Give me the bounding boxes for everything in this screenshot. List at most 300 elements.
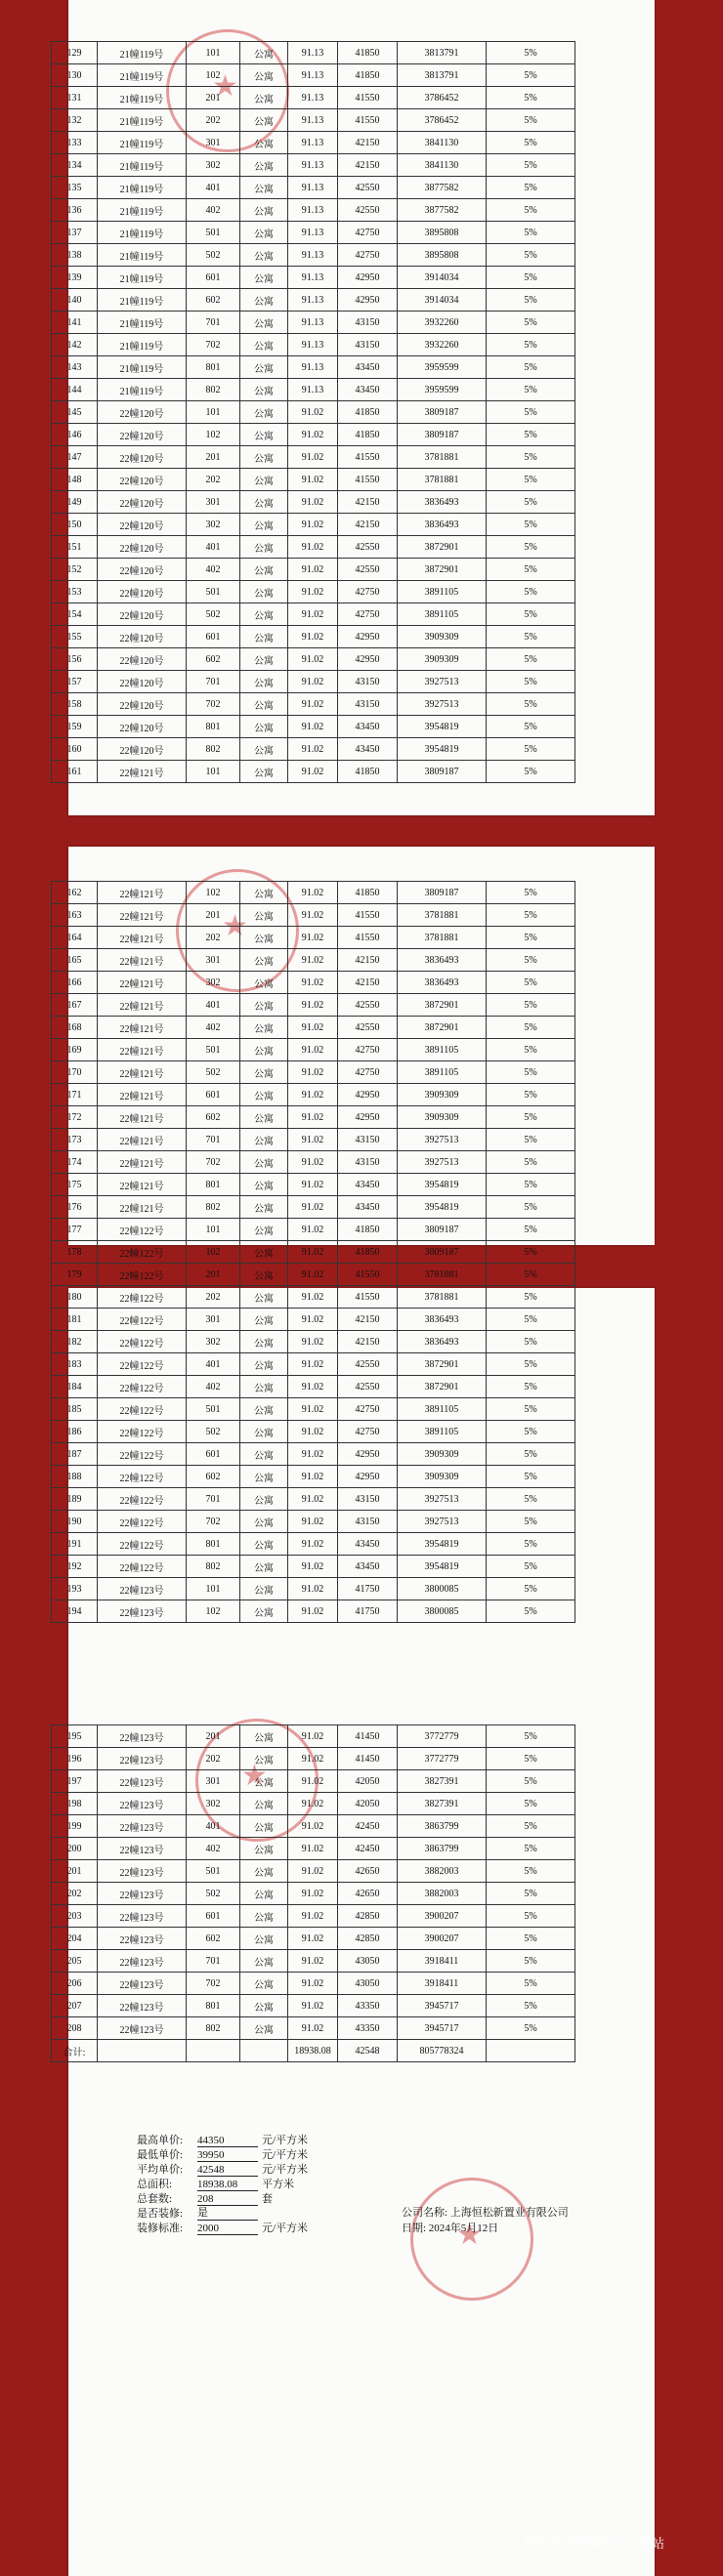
table-cell: 3872901 — [398, 1353, 487, 1376]
table-cell: 186 — [52, 1421, 98, 1443]
table-cell: 168 — [52, 1017, 98, 1039]
table-cell: 41850 — [338, 401, 398, 424]
table-cell: 43350 — [338, 2017, 398, 2040]
table-cell: 801 — [187, 1995, 240, 2017]
table-cell: 公寓 — [240, 1331, 288, 1353]
table-cell: 91.13 — [288, 356, 338, 379]
table-cell: 22幢123号 — [98, 1838, 187, 1860]
table-cell: 91.02 — [288, 514, 338, 536]
table-cell: 5% — [487, 1286, 575, 1309]
table-row — [52, 1398, 575, 1421]
table-cell: 159 — [52, 716, 98, 738]
table-cell: 91.13 — [288, 177, 338, 199]
table-row — [52, 904, 575, 927]
table-cell: 197 — [52, 1770, 98, 1793]
table-cell: 42650 — [338, 1883, 398, 1905]
table-cell: 136 — [52, 199, 98, 222]
table-cell: 91.02 — [288, 1309, 338, 1331]
table-cell: 3954819 — [398, 1196, 487, 1219]
table-cell: 22幢120号 — [98, 648, 187, 671]
table-cell: 91.02 — [288, 1106, 338, 1129]
table-cell: 91.02 — [288, 1286, 338, 1309]
table-cell: 91.02 — [288, 1353, 338, 1376]
table-cell: 173 — [52, 1129, 98, 1151]
table-cell: 3891105 — [398, 1061, 487, 1084]
table-cell: 22幢122号 — [98, 1286, 187, 1309]
table-cell: 22幢122号 — [98, 1219, 187, 1241]
table-cell: 202 — [187, 109, 240, 132]
table-cell: 42550 — [338, 1353, 398, 1376]
table-cell: 5% — [487, 1353, 575, 1376]
table-row — [52, 1905, 575, 1928]
table-cell: 22幢121号 — [98, 1084, 187, 1106]
table-cell: 3891105 — [398, 1039, 487, 1061]
table-cell: 91.02 — [288, 401, 338, 424]
table-cell: 21幢119号 — [98, 334, 187, 356]
table-cell: 41850 — [338, 42, 398, 64]
table-cell: 22幢121号 — [98, 972, 187, 994]
table-cell: 43450 — [338, 356, 398, 379]
table-cell: 公寓 — [240, 1039, 288, 1061]
decoration-standard-label: 装修标准: — [137, 2223, 184, 2234]
table-cell: 5% — [487, 882, 575, 904]
table-cell: 42150 — [338, 154, 398, 177]
table-row — [52, 1928, 575, 1950]
decoration-standard-unit: 元/平方米 — [262, 2223, 309, 2234]
table-cell: 402 — [187, 1838, 240, 1860]
table-cell: 402 — [187, 559, 240, 581]
table-cell: 401 — [187, 994, 240, 1017]
table-cell: 5% — [487, 356, 575, 379]
table-cell: 22幢120号 — [98, 446, 187, 469]
table-cell: 501 — [187, 1039, 240, 1061]
table-cell: 22幢120号 — [98, 671, 187, 693]
table-cell: 5% — [487, 1950, 575, 1973]
table-cell: 公寓 — [240, 491, 288, 514]
table-cell: 91.02 — [288, 1488, 338, 1511]
table-cell: 91.02 — [288, 1376, 338, 1398]
total-sets-label: 总套数: — [137, 2193, 173, 2205]
table-cell: 3909309 — [398, 648, 487, 671]
table-row — [52, 1556, 575, 1578]
total-area-label: 总面积: — [137, 2179, 173, 2190]
table-cell: 5% — [487, 1488, 575, 1511]
table-row — [52, 1151, 575, 1174]
table-cell: 201 — [187, 1725, 240, 1748]
table-cell: 91.02 — [288, 1196, 338, 1219]
table-cell: 91.02 — [288, 1264, 338, 1286]
table-cell: 139 — [52, 267, 98, 289]
table-cell: 149 — [52, 491, 98, 514]
table-cell: 42750 — [338, 603, 398, 626]
table-row — [52, 1533, 575, 1556]
table-cell: 公寓 — [240, 469, 288, 491]
table-cell: 42950 — [338, 289, 398, 312]
table-cell: 42950 — [338, 1106, 398, 1129]
table-cell: 3954819 — [398, 738, 487, 761]
table-row — [52, 469, 575, 491]
table-cell: 22幢122号 — [98, 1556, 187, 1578]
table-cell: 5% — [487, 1973, 575, 1995]
table-cell: 601 — [187, 1084, 240, 1106]
table-cell: 702 — [187, 334, 240, 356]
table-row — [52, 132, 575, 154]
table-cell: 合计: — [52, 2040, 98, 2062]
table-row — [52, 1196, 575, 1219]
table-row — [52, 334, 575, 356]
table-cell: 41850 — [338, 1219, 398, 1241]
max-price-row — [137, 2133, 308, 2147]
table-row — [52, 671, 575, 693]
table-row — [52, 1264, 575, 1286]
table-cell: 3891105 — [398, 1421, 487, 1443]
table-cell: 22幢121号 — [98, 882, 187, 904]
table-cell: 5% — [487, 109, 575, 132]
table-cell: 公寓 — [240, 42, 288, 64]
table-cell: 公寓 — [240, 1905, 288, 1928]
table-cell: 102 — [187, 424, 240, 446]
table-cell: 42950 — [338, 267, 398, 289]
table-cell: 3781881 — [398, 469, 487, 491]
table-cell: 187 — [52, 1443, 98, 1466]
table-cell: 43150 — [338, 312, 398, 334]
table-cell: 22幢121号 — [98, 1017, 187, 1039]
table-cell: 401 — [187, 1815, 240, 1838]
table-cell: 91.02 — [288, 761, 338, 783]
table-cell: 702 — [187, 1973, 240, 1995]
table-cell: 182 — [52, 1331, 98, 1353]
table-cell: 5% — [487, 972, 575, 994]
table-cell: 公寓 — [240, 87, 288, 109]
table-cell: 601 — [187, 1443, 240, 1466]
table-cell: 41550 — [338, 1264, 398, 1286]
table-cell: 702 — [187, 1151, 240, 1174]
table-cell: 41550 — [338, 87, 398, 109]
table-cell: 22幢123号 — [98, 1600, 187, 1623]
table-cell: 3872901 — [398, 536, 487, 559]
table-cell: 公寓 — [240, 1196, 288, 1219]
table-cell: 5% — [487, 424, 575, 446]
table-row — [52, 1770, 575, 1793]
table-cell: 3882003 — [398, 1860, 487, 1883]
table-cell: 91.02 — [288, 1793, 338, 1815]
table-cell: 22幢122号 — [98, 1443, 187, 1466]
table-cell: 21幢119号 — [98, 267, 187, 289]
table-cell: 3900207 — [398, 1928, 487, 1950]
table-cell: 301 — [187, 949, 240, 972]
table-row — [52, 514, 575, 536]
table-cell: 91.02 — [288, 536, 338, 559]
table-cell: 91.02 — [288, 1770, 338, 1793]
table-cell: 42550 — [338, 536, 398, 559]
table-row — [52, 1376, 575, 1398]
table-cell: 42950 — [338, 1466, 398, 1488]
table-cell: 5% — [487, 401, 575, 424]
total-area-value: 18938.08 — [197, 2179, 258, 2191]
table-cell: 301 — [187, 1770, 240, 1793]
table-cell: 145 — [52, 401, 98, 424]
table-cell: 5% — [487, 199, 575, 222]
table-cell: 198 — [52, 1793, 98, 1815]
table-row — [52, 109, 575, 132]
table-cell: 91.02 — [288, 1578, 338, 1600]
table-cell: 202 — [187, 469, 240, 491]
table-cell: 公寓 — [240, 927, 288, 949]
table-cell: 43150 — [338, 671, 398, 693]
table-cell: 154 — [52, 603, 98, 626]
table-cell: 43350 — [338, 1995, 398, 2017]
table-cell: 22幢122号 — [98, 1264, 187, 1286]
table-cell: 3909309 — [398, 626, 487, 648]
table-row — [52, 424, 575, 446]
table-cell: 5% — [487, 1331, 575, 1353]
table-cell: 91.13 — [288, 267, 338, 289]
table-cell: 802 — [187, 738, 240, 761]
table-cell: 3914034 — [398, 289, 487, 312]
table-cell: 3863799 — [398, 1815, 487, 1838]
table-cell: 133 — [52, 132, 98, 154]
table-cell: 3877582 — [398, 177, 487, 199]
table-cell: 43450 — [338, 1196, 398, 1219]
avg-price-label: 平均单价: — [137, 2164, 184, 2176]
table-cell: 91.02 — [288, 559, 338, 581]
table-cell: 5% — [487, 379, 575, 401]
table-cell: 公寓 — [240, 2017, 288, 2040]
table-cell: 21幢119号 — [98, 312, 187, 334]
table-cell: 22幢123号 — [98, 1860, 187, 1883]
table-cell: 91.02 — [288, 1748, 338, 1770]
table-cell: 205 — [52, 1950, 98, 1973]
table-cell: 21幢119号 — [98, 87, 187, 109]
table-cell: 208 — [52, 2017, 98, 2040]
table-cell: 公寓 — [240, 671, 288, 693]
table-row — [52, 693, 575, 716]
table-cell: 801 — [187, 356, 240, 379]
table-row — [52, 289, 575, 312]
table-cell: 153 — [52, 581, 98, 603]
table-cell: 701 — [187, 671, 240, 693]
table-cell: 43450 — [338, 738, 398, 761]
table-cell: 5% — [487, 1556, 575, 1578]
table-cell: 177 — [52, 1219, 98, 1241]
table-cell: 公寓 — [240, 1725, 288, 1748]
table-cell: 5% — [487, 334, 575, 356]
table-cell: 5% — [487, 469, 575, 491]
table-cell: 148 — [52, 469, 98, 491]
table-cell: 91.02 — [288, 738, 338, 761]
table-cell: 22幢120号 — [98, 581, 187, 603]
table-cell: 401 — [187, 536, 240, 559]
table-cell: 41550 — [338, 109, 398, 132]
table-cell: 3927513 — [398, 1151, 487, 1174]
table-cell: 201 — [187, 87, 240, 109]
table-cell: 3836493 — [398, 491, 487, 514]
table-cell: 22幢122号 — [98, 1309, 187, 1331]
table-cell: 5% — [487, 1017, 575, 1039]
table-row — [52, 177, 575, 199]
table-cell: 5% — [487, 1421, 575, 1443]
table-cell: 91.02 — [288, 1129, 338, 1151]
table-row — [52, 356, 575, 379]
table-cell: 22幢121号 — [98, 1039, 187, 1061]
table-row — [52, 761, 575, 783]
table-cell: 91.02 — [288, 1995, 338, 2017]
table-cell: 3872901 — [398, 1376, 487, 1398]
table-cell: 42850 — [338, 1905, 398, 1928]
table-cell: 42550 — [338, 1376, 398, 1398]
table-cell: 201 — [187, 446, 240, 469]
table-cell: 3781881 — [398, 1264, 487, 1286]
table-cell: 189 — [52, 1488, 98, 1511]
table-cell: 42450 — [338, 1838, 398, 1860]
table-cell: 3891105 — [398, 581, 487, 603]
table-row — [52, 1488, 575, 1511]
table-cell: 5% — [487, 1196, 575, 1219]
table-cell: 91.02 — [288, 716, 338, 738]
table-cell: 155 — [52, 626, 98, 648]
table-cell: 5% — [487, 1600, 575, 1623]
table-row — [52, 312, 575, 334]
table-cell: 22幢123号 — [98, 1748, 187, 1770]
table-cell: 41550 — [338, 927, 398, 949]
table-cell: 22幢120号 — [98, 738, 187, 761]
table-cell: 3895808 — [398, 222, 487, 244]
table-cell: 42150 — [338, 1309, 398, 1331]
table-cell: 202 — [187, 1748, 240, 1770]
table-cell: 43050 — [338, 1973, 398, 1995]
table-cell: 公寓 — [240, 1556, 288, 1578]
table-cell: 3836493 — [398, 972, 487, 994]
table-cell: 5% — [487, 626, 575, 648]
table-cell: 91.02 — [288, 1815, 338, 1838]
table-cell: 301 — [187, 491, 240, 514]
table-cell: 22幢123号 — [98, 1793, 187, 1815]
table-cell: 公寓 — [240, 1174, 288, 1196]
table-cell: 501 — [187, 222, 240, 244]
table-cell: 135 — [52, 177, 98, 199]
table-cell: 158 — [52, 693, 98, 716]
price-table-page-1 — [51, 41, 575, 783]
table-cell: 5% — [487, 648, 575, 671]
table-cell: 3927513 — [398, 1511, 487, 1533]
table-cell: 3809187 — [398, 1219, 487, 1241]
company-name: 公司名称: 上海恒松新置业有限公司 — [402, 2207, 569, 2219]
table-cell: 43450 — [338, 1174, 398, 1196]
table-cell: 5% — [487, 1106, 575, 1129]
table-row — [52, 716, 575, 738]
table-cell: 91.02 — [288, 648, 338, 671]
table-cell: 22幢121号 — [98, 1106, 187, 1129]
table-cell: 5% — [487, 1511, 575, 1533]
table-cell: 42650 — [338, 1860, 398, 1883]
table-row — [52, 1219, 575, 1241]
table-cell — [98, 2040, 187, 2062]
table-cell: 公寓 — [240, 693, 288, 716]
table-cell: 401 — [187, 177, 240, 199]
table-cell: 5% — [487, 289, 575, 312]
table-cell: 175 — [52, 1174, 98, 1196]
table-row — [52, 1950, 575, 1973]
table-cell: 22幢122号 — [98, 1398, 187, 1421]
table-cell: 公寓 — [240, 994, 288, 1017]
table-cell: 91.02 — [288, 994, 338, 1017]
table-cell: 401 — [187, 1353, 240, 1376]
table-cell: 3954819 — [398, 1556, 487, 1578]
table-cell: 22幢122号 — [98, 1376, 187, 1398]
table-cell: 91.02 — [288, 927, 338, 949]
table-cell: 5% — [487, 446, 575, 469]
table-cell: 140 — [52, 289, 98, 312]
table-cell: 5% — [487, 1084, 575, 1106]
table-row — [52, 1353, 575, 1376]
table-cell: 3909309 — [398, 1443, 487, 1466]
table-cell: 131 — [52, 87, 98, 109]
table-cell: 42550 — [338, 177, 398, 199]
table-cell: 3909309 — [398, 1106, 487, 1129]
table-cell: 公寓 — [240, 244, 288, 267]
table-cell: 701 — [187, 1488, 240, 1511]
table-cell: 91.02 — [288, 1241, 338, 1264]
table-cell: 43050 — [338, 1950, 398, 1973]
table-cell: 公寓 — [240, 716, 288, 738]
table-cell: 701 — [187, 1950, 240, 1973]
table-cell: 190 — [52, 1511, 98, 1533]
table-cell: 3954819 — [398, 716, 487, 738]
table-cell: 3900207 — [398, 1905, 487, 1928]
table-cell: 602 — [187, 648, 240, 671]
table-cell: 185 — [52, 1398, 98, 1421]
table-cell: 22幢123号 — [98, 1950, 187, 1973]
table-cell: 91.02 — [288, 693, 338, 716]
table-cell: 501 — [187, 581, 240, 603]
table-cell: 41550 — [338, 904, 398, 927]
table-cell: 701 — [187, 312, 240, 334]
min-price-value: 39950 — [197, 2149, 258, 2162]
table-cell: 702 — [187, 693, 240, 716]
table-row — [52, 1511, 575, 1533]
table-cell: 180 — [52, 1286, 98, 1309]
table-cell: 43150 — [338, 1511, 398, 1533]
table-cell: 21幢119号 — [98, 199, 187, 222]
table-cell: 22幢122号 — [98, 1511, 187, 1533]
table-cell: 公寓 — [240, 1129, 288, 1151]
table-cell: 202 — [187, 1286, 240, 1309]
table-cell: 公寓 — [240, 904, 288, 927]
table-cell: 102 — [187, 1600, 240, 1623]
table-cell: 3872901 — [398, 994, 487, 1017]
table-cell — [187, 2040, 240, 2062]
table-cell: 167 — [52, 994, 98, 1017]
table-cell: 公寓 — [240, 177, 288, 199]
table-cell: 22幢121号 — [98, 949, 187, 972]
table-cell: 192 — [52, 1556, 98, 1578]
table-cell: 5% — [487, 1928, 575, 1950]
source-watermark: 搜狐号@搜狐焦点庐安站 — [524, 2537, 664, 2552]
table-cell: 3877582 — [398, 199, 487, 222]
table-cell: 3813791 — [398, 64, 487, 87]
table-cell: 91.13 — [288, 64, 338, 87]
table-cell: 22幢123号 — [98, 1928, 187, 1950]
table-cell: 701 — [187, 1129, 240, 1151]
table-cell: 91.02 — [288, 904, 338, 927]
table-cell: 502 — [187, 603, 240, 626]
table-cell: 5% — [487, 693, 575, 716]
table-cell: 42550 — [338, 1017, 398, 1039]
table-row — [52, 244, 575, 267]
table-cell: 3872901 — [398, 1017, 487, 1039]
table-cell: 5% — [487, 132, 575, 154]
table-cell: 5% — [487, 994, 575, 1017]
